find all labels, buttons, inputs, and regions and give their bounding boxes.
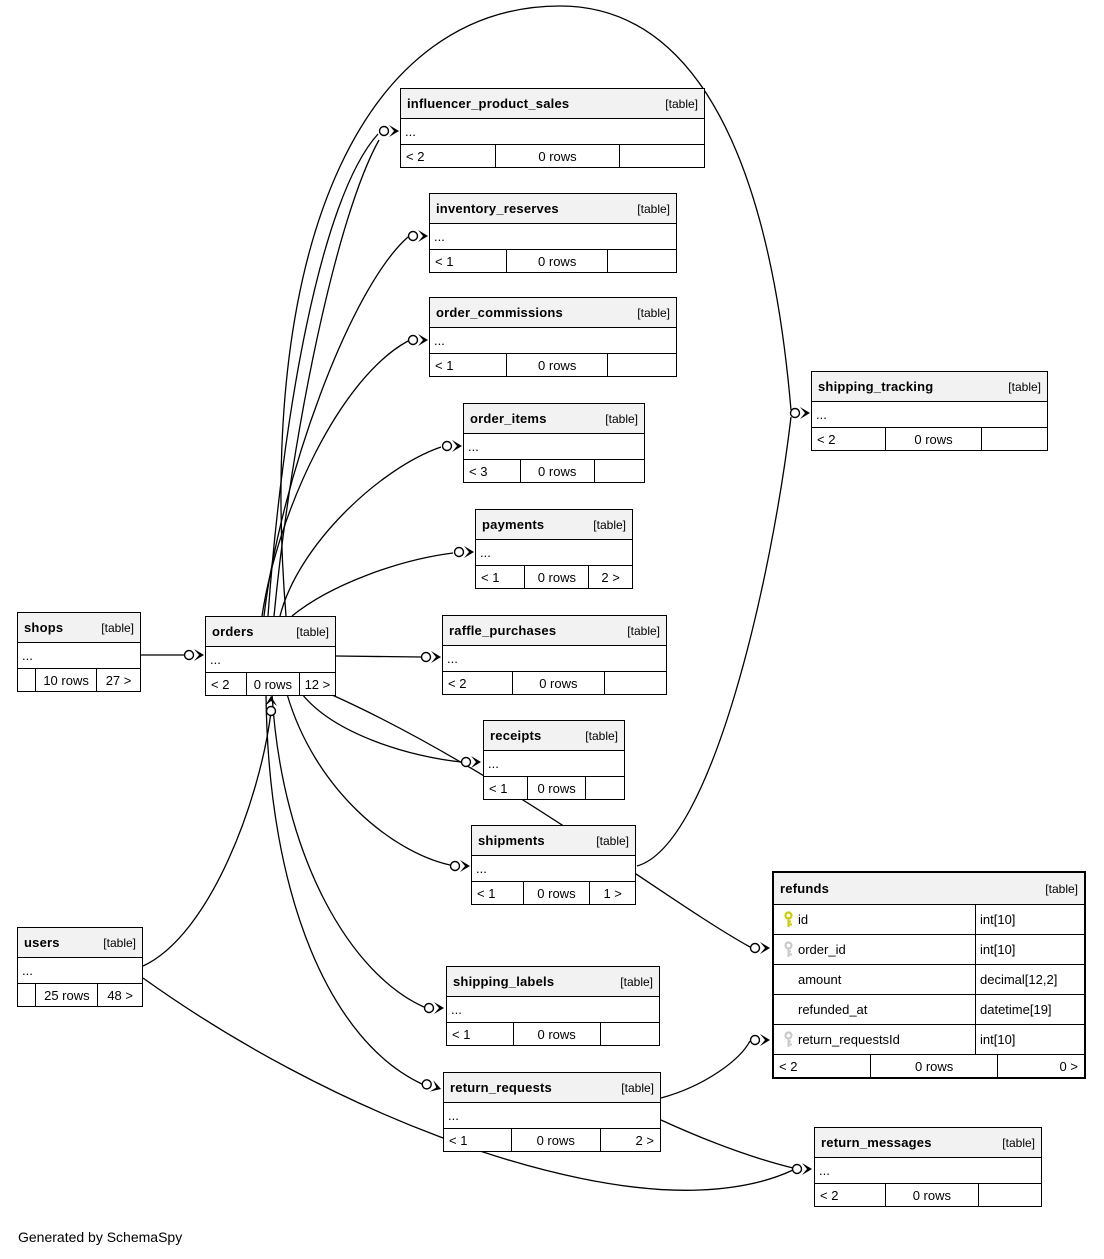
- table-name: payments: [482, 517, 545, 532]
- table-header: [447, 967, 659, 997]
- connector-payments: [455, 546, 475, 558]
- child-count: 48 >: [97, 984, 142, 1006]
- table-footer: [447, 1023, 659, 1045]
- table-footer: [18, 669, 140, 691]
- parent-count: < 2: [448, 675, 467, 691]
- edge-return-requests-refunds: [661, 1041, 750, 1098]
- table-name: users: [24, 935, 60, 950]
- table-type-badge: [table]: [627, 623, 660, 638]
- column-type: datetime[19]: [975, 995, 1084, 1024]
- table-type-badge: [table]: [1008, 379, 1041, 394]
- table-name: influencer_product_sales: [407, 96, 570, 111]
- collapsed-columns: ...: [815, 1158, 1041, 1184]
- table-node-receipts[interactable]: [483, 720, 625, 800]
- table-footer: [812, 428, 1047, 450]
- collapsed-columns: ...: [443, 646, 666, 672]
- connector-shipping-tracking: [791, 407, 811, 419]
- table-header: [430, 298, 676, 328]
- table-footer: [443, 672, 666, 694]
- table-footer: [484, 777, 624, 799]
- table-header: [18, 613, 140, 643]
- connector-return-messages: [793, 1163, 813, 1175]
- table-node-orders[interactable]: [205, 616, 336, 696]
- table-header: [774, 873, 1084, 905]
- parent-count: < 1: [489, 780, 508, 796]
- row-count: 0 rows: [495, 145, 619, 167]
- table-footer: [430, 250, 676, 272]
- row-count: 10 rows: [35, 669, 96, 691]
- connector-raffle-purchases: [422, 651, 442, 663]
- table-header: [812, 372, 1047, 402]
- table-type-badge: [table]: [621, 1080, 654, 1095]
- collapsed-columns: ...: [447, 997, 659, 1023]
- edge-orders-inventory-reserves: [264, 237, 408, 616]
- collapsed-columns: ...: [484, 751, 624, 777]
- table-header: [476, 510, 632, 540]
- table-footer: [18, 984, 142, 1006]
- table-name: refunds: [780, 881, 830, 896]
- parent-count: < 1: [449, 1132, 468, 1148]
- row-count: 0 rows: [870, 1055, 997, 1077]
- edge-orders-shipping-labels: [272, 694, 424, 1007]
- collapsed-columns: ...: [472, 856, 635, 882]
- row-count: 25 rows: [35, 984, 97, 1006]
- table-footer: [774, 1055, 1084, 1077]
- table-node-shipping-tracking[interactable]: [811, 371, 1048, 451]
- child-count: 1 >: [589, 882, 635, 904]
- parent-count: < 2: [817, 431, 836, 447]
- child-count: 12 >: [299, 673, 335, 695]
- edge-orders-payments: [292, 553, 453, 616]
- connector-inventory-reserves: [409, 230, 429, 242]
- column-name: return_requestsId: [798, 1032, 900, 1047]
- parent-count: < 2: [820, 1187, 839, 1203]
- table-node-raffle-purchases[interactable]: [442, 615, 667, 695]
- foreign-key-icon: [783, 941, 794, 958]
- parent-count: < 2: [779, 1058, 798, 1074]
- collapsed-columns: ...: [401, 119, 704, 145]
- table-node-order-commissions[interactable]: [429, 297, 677, 377]
- collapsed-columns: ...: [476, 540, 632, 566]
- edge-orders-raffle-purchases: [336, 656, 421, 657]
- generated-by-note: Generated by SchemaSpy: [18, 1229, 183, 1245]
- parent-count: [18, 984, 35, 1006]
- child-count: 2 >: [600, 1129, 660, 1151]
- child-count: 27 >: [96, 669, 140, 691]
- parent-count: < 3: [469, 463, 488, 479]
- table-type-badge: [table]: [296, 624, 329, 639]
- child-count: [607, 354, 676, 376]
- column-name: refunded_at: [798, 1002, 868, 1017]
- table-node-influencer-product-sales[interactable]: [400, 88, 705, 168]
- connector-receipts: [462, 756, 482, 768]
- table-node-shipments[interactable]: [471, 825, 636, 905]
- child-count: 2 >: [588, 566, 632, 588]
- table-type-badge: [table]: [596, 833, 629, 848]
- connector-shipments: [451, 860, 471, 872]
- column-name: amount: [798, 972, 842, 987]
- table-name: return_messages: [821, 1135, 932, 1150]
- collapsed-columns: ...: [18, 643, 140, 669]
- table-footer: [401, 145, 704, 167]
- table-node-return-messages[interactable]: [814, 1127, 1042, 1207]
- child-count: [600, 1023, 659, 1045]
- parent-count: < 1: [481, 569, 500, 585]
- table-type-badge: [table]: [101, 620, 134, 635]
- table-name: order_items: [470, 411, 547, 426]
- column-name: id: [798, 912, 809, 927]
- edge-orders-order-items: [280, 447, 441, 616]
- table-type-badge: [table]: [637, 305, 670, 320]
- table-header: [472, 826, 635, 856]
- parent-count: < 1: [435, 357, 454, 373]
- edge-orders-shipments: [287, 694, 450, 865]
- table-node-return-requests[interactable]: [443, 1072, 661, 1152]
- row-count: 0 rows: [506, 250, 607, 272]
- connector-return-requests: [421, 1077, 443, 1094]
- table-header: [464, 404, 644, 434]
- edge-return-requests-return-messages: [661, 1120, 793, 1168]
- table-node-payments[interactable]: [475, 509, 633, 589]
- table-footer: [815, 1184, 1041, 1206]
- table-footer: [476, 566, 632, 588]
- table-type-badge: [table]: [605, 411, 638, 426]
- column-type: int[10]: [975, 905, 1084, 934]
- table-footer: [206, 673, 335, 695]
- row-count: 0 rows: [520, 460, 594, 482]
- row-count: 0 rows: [523, 882, 590, 904]
- child-count: [978, 1184, 1041, 1206]
- row-count: 0 rows: [524, 566, 588, 588]
- table-type-badge: [table]: [593, 517, 626, 532]
- column-name: order_id: [798, 942, 846, 957]
- table-node-shops[interactable]: [17, 612, 141, 692]
- connector-order-commissions: [409, 334, 429, 346]
- table-node-users[interactable]: [17, 927, 143, 1007]
- table-type-badge: [table]: [620, 974, 653, 989]
- column-type: int[10]: [975, 935, 1084, 964]
- table-footer: [444, 1129, 660, 1151]
- row-count: 0 rows: [527, 777, 584, 799]
- parent-count: < 1: [435, 253, 454, 269]
- row-count: 0 rows: [512, 672, 603, 694]
- table-type-badge: [table]: [1002, 1135, 1035, 1150]
- parent-count: [18, 669, 35, 691]
- table-header: [401, 89, 704, 119]
- table-header: [430, 194, 676, 224]
- collapsed-columns: ...: [206, 647, 335, 673]
- table-node-refunds[interactable]: [772, 871, 1086, 1079]
- table-type-badge: [table]: [637, 201, 670, 216]
- table-name: receipts: [490, 728, 542, 743]
- table-footer: [430, 354, 676, 376]
- edge-users-orders: [143, 712, 271, 966]
- table-header: [18, 928, 142, 958]
- collapsed-columns: ...: [464, 434, 644, 460]
- connector-influencer-product-sales: [380, 125, 400, 137]
- row-count: 0 rows: [506, 354, 607, 376]
- table-name: order_commissions: [436, 305, 563, 320]
- collapsed-columns: ...: [430, 328, 676, 354]
- column-row-refunded-at[interactable]: [774, 995, 1084, 1025]
- column-row-id[interactable]: [774, 905, 1084, 935]
- column-row-return-requests-id[interactable]: [774, 1025, 1084, 1055]
- row-count: 0 rows: [513, 1023, 600, 1045]
- table-type-badge: [table]: [665, 96, 698, 111]
- table-header: [484, 721, 624, 751]
- table-name: return_requests: [450, 1080, 552, 1095]
- child-count: [981, 428, 1047, 450]
- table-type-badge: [table]: [585, 728, 618, 743]
- table-node-inventory-reserves[interactable]: [429, 193, 677, 273]
- table-header: [815, 1128, 1041, 1158]
- table-node-shipping-labels[interactable]: [446, 966, 660, 1046]
- child-count: [619, 145, 704, 167]
- table-name: inventory_reserves: [436, 201, 559, 216]
- primary-key-icon: [783, 911, 794, 928]
- table-type-badge: [table]: [103, 935, 136, 950]
- edge-orders-return-requests: [266, 694, 422, 1084]
- row-count: 0 rows: [246, 673, 299, 695]
- table-footer: [464, 460, 644, 482]
- parent-count: < 2: [211, 676, 230, 692]
- table-header: [206, 617, 335, 647]
- table-header: [443, 616, 666, 646]
- table-node-order-items[interactable]: [463, 403, 645, 483]
- column-type: decimal[12,2]: [975, 965, 1084, 994]
- parent-count: < 1: [477, 885, 496, 901]
- table-name: shops: [24, 620, 64, 635]
- column-row-order-id[interactable]: [774, 935, 1084, 965]
- child-count: [604, 672, 666, 694]
- column-row-amount[interactable]: [774, 965, 1084, 995]
- child-count: 0 >: [997, 1055, 1084, 1077]
- table-name: shipping_labels: [453, 974, 555, 989]
- parent-count: < 2: [406, 148, 425, 164]
- collapsed-columns: ...: [444, 1103, 660, 1129]
- table-header: [444, 1073, 660, 1103]
- table-type-badge: [table]: [1045, 881, 1078, 896]
- parent-count: < 1: [452, 1026, 471, 1042]
- connector-refunds-return-requests-id: [751, 1034, 771, 1046]
- edge-orders-order-commissions: [262, 341, 408, 616]
- connector-order-items: [443, 440, 463, 452]
- collapsed-columns: ...: [18, 958, 142, 984]
- connector-refunds-order-id: [751, 942, 771, 954]
- column-type: int[10]: [975, 1025, 1084, 1054]
- child-count: [594, 460, 644, 482]
- connector-shipping-labels: [425, 1002, 445, 1014]
- table-name: raffle_purchases: [449, 623, 557, 638]
- connector-orders-in-left: [185, 649, 205, 661]
- row-count: 0 rows: [885, 428, 981, 450]
- collapsed-columns: ...: [812, 402, 1047, 428]
- table-name: orders: [212, 624, 254, 639]
- foreign-key-icon: [783, 1031, 794, 1048]
- table-name: shipments: [478, 833, 545, 848]
- edge-orders-receipts: [302, 694, 461, 762]
- child-count: [607, 250, 676, 272]
- child-count: [585, 777, 624, 799]
- row-count: 0 rows: [511, 1129, 600, 1151]
- row-count: 0 rows: [885, 1184, 978, 1206]
- table-name: shipping_tracking: [818, 379, 934, 394]
- collapsed-columns: ...: [430, 224, 676, 250]
- table-footer: [472, 882, 635, 904]
